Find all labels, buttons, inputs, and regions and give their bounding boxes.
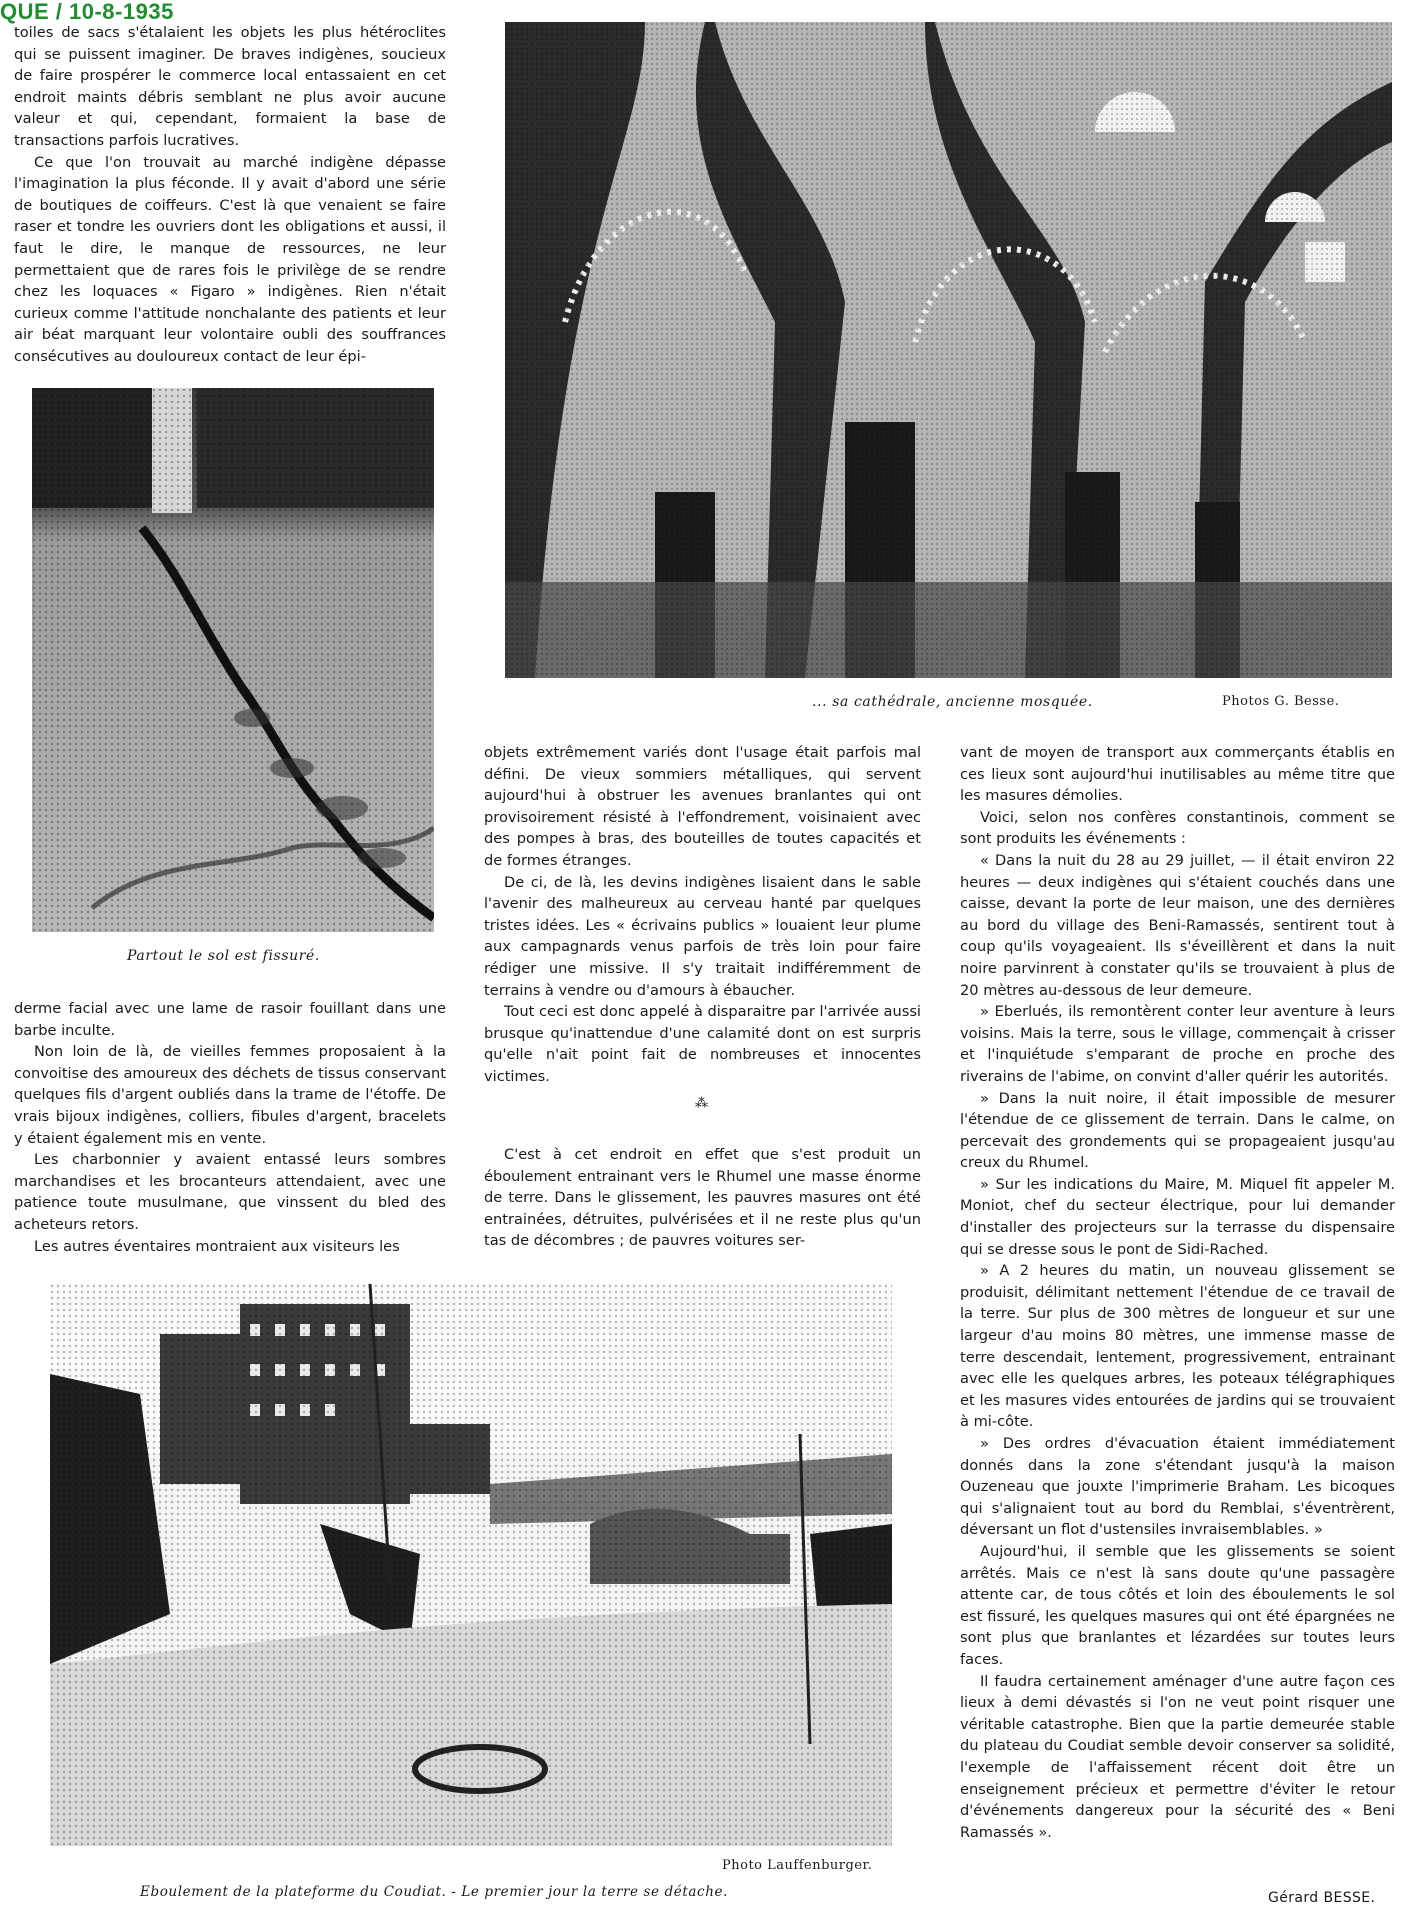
- article-paragraph: C'est à cet endroit en effet que s'est produit un éboulement entrainant vers le Rhumel une masse énorme de terre. Dans le glissement, les pauvres masures ont été entrainées, détruites, pulvérisées et il ne reste plus qu'un tas de décombres ; de pauvres voitures ser-: [484, 1146, 921, 1250]
- cathedral-photo-credit: Photos G. Besse.: [1222, 694, 1340, 709]
- landslide-photo-credit: Photo Lauffenburger.: [722, 1858, 873, 1873]
- article-paragraph: » Dans la nuit noire, il était impossible de mesurer l'étendue de ce glissement de terrain. Dans le calme, on percevait des grondements qui se propageaient jusqu'au creux du Rhumel.: [960, 1089, 1395, 1172]
- article-paragraph: Les charbonnier y avaient entassé leurs sombres marchandises et les brocanteurs attendaient, avec une patience toute musulmane, que vinssent du bled des acheteurs retors.: [14, 1151, 446, 1233]
- article-column-3: [960, 742, 1395, 1843]
- article-paragraph: derme facial avec une lame de rasoir fouillant dans une barbe inculte.: [14, 1000, 446, 1039]
- article-paragraph: Voici, selon nos confères constantinois, comment se sont produits les événements :: [960, 808, 1395, 848]
- article-paragraph: Ce que l'on trouvait au marché indigène dépasse l'imagination la plus féconde. Il y avait d'abord une série de boutiques de coiffeurs. C'est là que venaient se faire raser et tondre les ouvriers dont les obligations et aussi, il faut le dire, le manque de ressources, ne leur permettaient que de rares fois le privilège de se rendre chez les loquaces « Figaro » indigènes. Rien n'était curieux comme l'attitude nonchalante des patients et leur air béat marquant leur volontaire oubli des souffrances consécutives au douloureux contact de leur épi-: [14, 153, 446, 365]
- article-paragraph: « Dans la nuit du 28 au 29 juillet, — il était environ 22 heures — deux indigènes qui s'étaient couchés dans une caisse, devant la porte de leur maison, une des dernières au bord du village des Beni-Ramassés, sentirent tout à coup qu'ils voyageaient. Ils s'éveillèrent et dans la nuit noire parvinrent à constater qu'ils se trouvaient à plus de 20 mètres au-dessous de leur demeure.: [960, 851, 1395, 999]
- article-column-1-bottom: [14, 998, 446, 1257]
- article-paragraph: Aujourd'hui, il semble que les glissements se soient arrêtés. Mais ce n'est là sans doute qu'une passagère attente car, de tous côtés et loin des éboulements le sol est fissuré, les quelques masures qui ont été épargnées ne sont plus que branlantes et lézardées sur toutes leurs faces.: [960, 1542, 1395, 1668]
- section-ornament: ⁂: [695, 1096, 708, 1111]
- article-paragraph: Non loin de là, de vieilles femmes proposaient à la convoitise des amoureux des déchets de tissus conservant quelques fils d'argent oubliés dans la trame de l'étoffe. De vrais bijoux indigènes, colliers, fibules d'argent, bracelets y étaient également mis en vente.: [14, 1043, 446, 1147]
- issue-date-tag: QUE / 10-8-1935: [0, 0, 174, 24]
- article-paragraph: toiles de sacs s'étalaient les objets les plus hétéroclites qui se puissent imaginer. De braves indigènes, soucieux de faire prospérer le commerce local entassaient en cet endroit maints débris semblant ne plus avoir aucune valeur et qui, cependant, formaient la base de transactions parfois lucratives.: [14, 24, 446, 149]
- article-paragraph: » A 2 heures du matin, un nouveau glissement se produisit, délimitant nettement l'étendue de ce travail de la terre. Sur plus de 300 mètres de longueur et sur une largeur d'au moins 80 mètres, une immense masse de terre descendait, lentement, progressivement, entrainant avec elle les quelques arbres, les poteaux télégraphiques et les masures vides entourées de jardins qui se trouvaient à mi-côte.: [960, 1262, 1395, 1431]
- article-paragraph: Il faudra certainement aménager d'une autre façon ces lieux à demi dévastés si l'on ne veut point risquer une véritable catastrophe. Bien que la partie demeurée stable du plateau du Coudiat semble devoir conserver sa solidité, l'exemple de l'affaissement récent doit être un enseignement précieux et permettre d'éviter le retour d'événements dangereux pour la sécurité des « Beni Ramassés ».: [960, 1672, 1395, 1841]
- cracked-ground-caption: Partout le sol est fissuré.: [127, 948, 320, 964]
- article-column-2-continued: [484, 1144, 921, 1252]
- article-paragraph: » Sur les indications du Maire, M. Miquel fit appeler M. Moniot, chef du secteur électrique, pour lui demander d'installer des projecteurs sur la terrasse du dispensaire qui se dresse sous le pont de Sidi-Rached.: [960, 1175, 1395, 1258]
- article-paragraph: De ci, de là, les devins indigènes lisaient dans le sable l'avenir des malheureux au cerveau hanté par quelques tristes idées. Les « écrivains publics » louaient leur plume aux campagnards venus parfois de très loin pour faire rédiger une missive. Il s'y traitait indifféremment de terrains à vendre ou d'amours à ébaucher.: [484, 873, 921, 999]
- cathedral-photo: [505, 22, 1392, 678]
- article-column-2: [484, 742, 921, 1088]
- landslide-photo: [50, 1284, 892, 1846]
- article-paragraph: » Des ordres d'évacuation étaient immédiatement donnés dans la zone s'étendant jusqu'à la maison Ouzeneau que jouxte l'imprimerie Braham. Les bicoques qui s'alignaient tout au bord du Remblai, s'éventrèrent, déversant un flot d'ustensiles invraisemblables. »: [960, 1435, 1395, 1539]
- article-paragraph: Les autres éventaires montraient aux visiteurs les: [34, 1237, 400, 1255]
- article-column-1-top: [14, 22, 446, 368]
- article-paragraph: objets extrêmement variés dont l'usage était parfois mal défini. De vieux sommiers métalliques, qui servent aujourd'hui à obstruer les avenues branlantes qui ont provisoirement résisté à l'effondrement, voisinaient avec des pompes à bras, des bouteilles de toutes capacités et de formes étranges.: [484, 744, 921, 869]
- landslide-caption: Eboulement de la plateforme du Coudiat. - Le premier jour la terre se détache.: [140, 1884, 728, 1900]
- cathedral-caption: ... sa cathédrale, ancienne mosquée.: [812, 694, 1093, 710]
- article-paragraph: vant de moyen de transport aux commerçants établis en ces lieux sont aujourd'hui inutilisables au même titre que les masures démolies.: [960, 744, 1395, 805]
- article-paragraph: Tout ceci est donc appelé à disparaitre par l'arrivée aussi brusque qu'inattendue d'une calamité dont on est surpris qu'elle n'ait point fait de nombreuses et innocentes victimes.: [484, 1003, 921, 1085]
- author-signature: Gérard BESSE.: [1268, 1890, 1376, 1906]
- cracked-ground-photo: [32, 388, 434, 932]
- article-paragraph: » Eberlués, ils remontèrent conter leur aventure à leurs voisins. Mais la terre, sous le village, commençait à crisser et l'inquiétude s'emparant de proche en proche des riverains de l'abime, on convint d'aller quérir les autorités.: [960, 1003, 1395, 1085]
